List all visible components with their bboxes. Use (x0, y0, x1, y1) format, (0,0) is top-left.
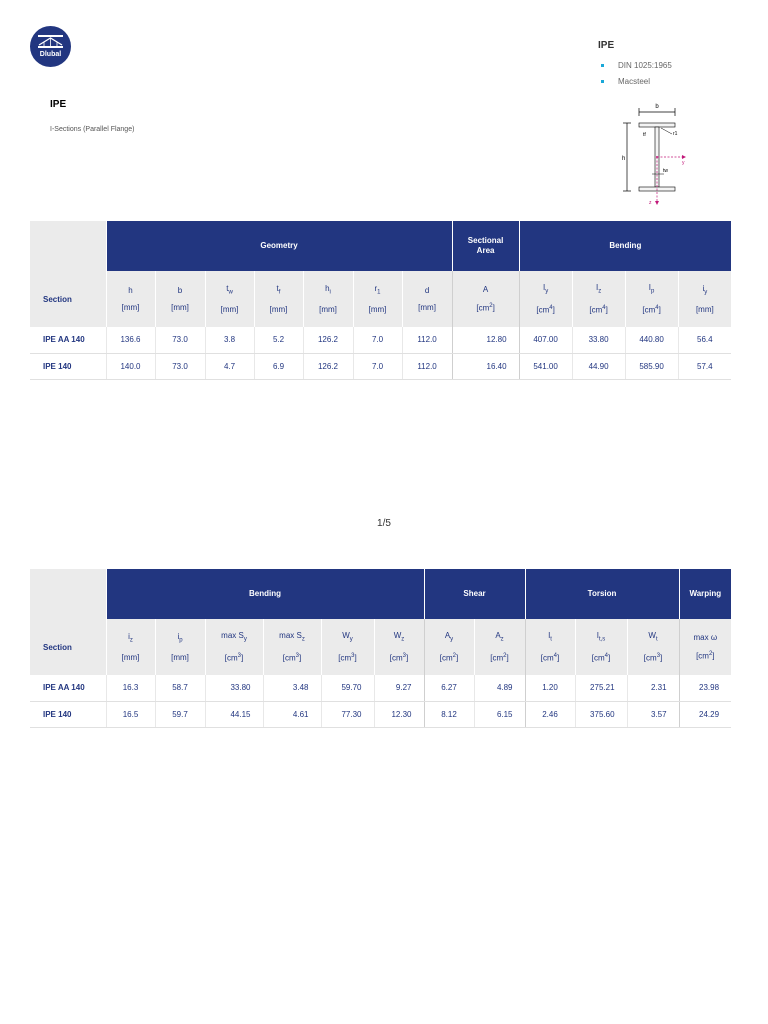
column-symbol-text: h (128, 286, 133, 295)
column-unit: $[cm^4]$ (642, 305, 661, 316)
table-cell: 3.48 (263, 675, 321, 701)
column-symbol-subscript: p (179, 637, 183, 644)
column-unit (107, 299, 155, 316)
table-cell: 5.2 (254, 327, 303, 353)
column-symbol (576, 627, 627, 649)
table-cell: 112.0 (402, 327, 452, 353)
column-unit-text: [mm] (368, 305, 387, 315)
table-cell: 4.89 (474, 675, 525, 701)
column-symbol-text: i (177, 631, 180, 641)
table-cell: 6.9 (254, 353, 303, 379)
table-cell: 73.0 (155, 327, 205, 353)
column-symbol-text: max S (221, 630, 244, 640)
column-header (353, 271, 402, 327)
section-name: IPE AA 140 (30, 675, 106, 701)
column-symbol-subscript: y (704, 289, 708, 296)
column-unit: $[cm^4]$ (536, 305, 555, 316)
column-symbol-subscript: t (655, 636, 658, 643)
column-symbol-subscript: z (500, 636, 504, 643)
column-unit-superscript: 3 (351, 653, 355, 660)
column-unit: $[cm^4]$ (540, 653, 560, 664)
column-header (303, 271, 353, 327)
column-symbol (403, 282, 452, 299)
label-z: z (649, 200, 652, 206)
table-cell: 16.40 (452, 353, 519, 379)
column-symbol-text: h (325, 283, 330, 293)
table-cell: 44.90 (572, 353, 625, 379)
table-row (30, 701, 731, 727)
column-symbol (206, 627, 263, 649)
column-unit (107, 649, 155, 666)
table-cell: 126.2 (303, 327, 353, 353)
column-symbol-text: I (548, 630, 551, 640)
column-unit-text: [cm (589, 306, 603, 316)
column-unit: $[cm^4]$ (591, 653, 611, 664)
label-tf: tf (643, 132, 646, 138)
column-symbol-subscript: y (545, 288, 549, 295)
table-cell: 1.20 (525, 675, 575, 701)
column-symbol-text: A (495, 630, 501, 640)
table-cell: 57.4 (678, 353, 731, 379)
column-symbol (322, 627, 374, 649)
column-unit: $[cm^3]$ (224, 653, 244, 664)
column-symbol-text: b (177, 286, 183, 295)
column-header (678, 271, 731, 327)
column-unit-superscript: 3 (295, 653, 299, 660)
column-header (572, 271, 625, 327)
column-symbol (453, 281, 519, 298)
table-row (30, 353, 731, 379)
standard-item (601, 61, 672, 77)
column-symbol-text: t (276, 283, 279, 293)
column-symbol-text: I (648, 282, 652, 292)
standards-list (601, 61, 672, 93)
column-symbol (255, 280, 303, 302)
column-unit-text: [cm (643, 654, 657, 664)
properties-table-2 (30, 569, 731, 728)
label-y: y (682, 160, 685, 166)
column-header (424, 619, 474, 675)
table-cell: 112.0 (402, 353, 452, 379)
column-unit-superscript: 3 (656, 653, 661, 660)
table-row (30, 327, 731, 353)
column-unit-text: [mm] (171, 653, 189, 663)
group-sectional-area: Sectional Area (452, 221, 519, 271)
group-warping: Warping (679, 569, 731, 619)
column-header (205, 271, 254, 327)
column-unit-superscript: 4 (655, 305, 659, 312)
column-unit-superscript: 4 (549, 305, 553, 312)
table-cell: 407.00 (519, 327, 572, 353)
label-h: h (622, 156, 626, 162)
column-header (321, 619, 374, 675)
column-symbol-subscript: z (598, 288, 602, 295)
column-unit: $[cm^2]$ (696, 651, 715, 661)
column-unit-text: [cm (439, 654, 453, 664)
column-header (452, 271, 519, 327)
column-unit: $[cm^3]$ (282, 653, 302, 664)
column-symbol-text: W (393, 630, 402, 640)
group-shear: Shear (424, 569, 525, 619)
column-unit-text: [mm] (121, 303, 140, 312)
column-symbol (354, 280, 402, 302)
column-symbol-subscript: p (651, 288, 655, 295)
table-cell: 440.80 (625, 327, 678, 353)
table-cell: 44.15 (205, 701, 263, 727)
column-unit-text: [cm (540, 654, 554, 664)
table-cell: 375.60 (575, 701, 627, 727)
column-symbol-subscript: z (129, 637, 133, 644)
column-unit-text: [cm (696, 651, 709, 661)
column-symbol-subscript: y (349, 636, 353, 643)
column-header (155, 271, 205, 327)
table-cell: 7.0 (353, 353, 402, 379)
column-unit-text: [cm (490, 654, 504, 664)
table-cell: 6.27 (424, 675, 474, 701)
table-cell: 275.21 (575, 675, 627, 701)
table-cell: 16.5 (106, 701, 155, 727)
column-symbol-text: i (702, 283, 705, 293)
column-symbol-text: max ω (693, 633, 718, 643)
header-corner (30, 221, 106, 271)
column-header (205, 619, 263, 675)
table-cell: 3.57 (627, 701, 679, 727)
column-symbol-text: i (128, 631, 130, 641)
table-cell: 541.00 (519, 353, 572, 379)
label-b: b (655, 104, 659, 110)
table-cell: 59.7 (155, 701, 205, 727)
table-cell: 7.0 (353, 327, 402, 353)
table-cell: 4.61 (263, 701, 321, 727)
logo-text: Dlubal (39, 51, 62, 58)
group-torsion: Torsion (525, 569, 679, 619)
column-symbol (264, 627, 321, 649)
column-symbol-text: W (648, 630, 656, 640)
group-geometry: Geometry (106, 221, 452, 271)
column-symbol-subscript: t,s (598, 636, 606, 643)
column-symbol-text: d (424, 286, 430, 295)
column-unit-text: [cm (389, 654, 403, 664)
column-header (402, 271, 452, 327)
table-row (30, 675, 731, 701)
column-symbol-subscript: z (301, 636, 305, 643)
i-section-figure (612, 100, 692, 210)
table-cell: 140.0 (106, 353, 155, 379)
column-header (263, 619, 321, 675)
column-symbol (628, 627, 679, 649)
column-unit-text: [mm] (220, 305, 239, 315)
column-symbol-text: r (374, 283, 378, 293)
column-symbol-text: I (595, 282, 599, 292)
column-unit: $[cm^3]$ (338, 653, 357, 664)
column-symbol (107, 282, 155, 299)
table-cell: 12.80 (452, 327, 519, 353)
column-unit-superscript: 4 (604, 653, 609, 660)
standard-label: DIN 1025:1965 (618, 61, 672, 70)
column-unit-text: [mm] (121, 653, 140, 663)
table-cell: 12.30 (374, 701, 424, 727)
column-unit-superscript: 2 (503, 653, 507, 660)
table-cell: 8.12 (424, 701, 474, 727)
standard-label: Macsteel (618, 77, 651, 86)
column-unit (679, 301, 732, 318)
header-corner (30, 569, 106, 619)
table-cell: 33.80 (572, 327, 625, 353)
column-symbol (626, 279, 678, 301)
table-cell: 33.80 (205, 675, 263, 701)
table-cell: 4.7 (205, 353, 254, 379)
column-symbol-text: I (596, 630, 599, 640)
table-cell: 6.15 (474, 701, 525, 727)
column-header (627, 619, 679, 675)
column-unit-superscript: 4 (602, 305, 606, 312)
column-header (575, 619, 627, 675)
column-symbol-text: A (482, 285, 489, 295)
column-unit-text: [cm (224, 654, 238, 664)
column-unit-text: [cm (642, 306, 656, 316)
column-symbol (206, 280, 254, 302)
table-cell: 585.90 (625, 353, 678, 379)
table-cell: 73.0 (155, 353, 205, 379)
column-unit-superscript: 4 (553, 653, 558, 660)
table-cell: 9.27 (374, 675, 424, 701)
column-symbol (156, 282, 205, 299)
table-cell: 3.8 (205, 327, 254, 353)
column-symbol-subscript: f (278, 289, 281, 296)
column-unit-text: [mm] (171, 303, 189, 312)
column-unit (403, 299, 452, 316)
column-header (374, 619, 424, 675)
table-cell: 56.4 (678, 327, 731, 353)
column-unit-text: [mm] (269, 305, 288, 315)
column-symbol-subscript: i (329, 289, 331, 296)
column-symbol-subscript: y (450, 636, 454, 643)
column-header-row (30, 271, 731, 327)
column-header (254, 271, 303, 327)
column-symbol-subscript: 1 (377, 289, 381, 296)
label-tw: tw (663, 168, 668, 174)
column-unit-superscript: 3 (237, 653, 241, 660)
column-symbol (475, 627, 525, 649)
column-unit: $[cm^3]$ (643, 653, 663, 664)
column-header (679, 619, 731, 675)
column-unit-superscript: 2 (708, 651, 713, 658)
column-symbol (425, 627, 474, 649)
section-column-header: Section (30, 271, 106, 327)
section-column-header: Section (30, 619, 106, 675)
properties-table-1 (30, 221, 731, 380)
column-symbol (375, 627, 424, 649)
bullet-icon (601, 80, 604, 83)
column-header (525, 619, 575, 675)
column-symbol-text: W (342, 630, 350, 640)
section-name: IPE 140 (30, 353, 106, 379)
column-unit: $[cm^3]$ (389, 653, 409, 664)
section-name: IPE AA 140 (30, 327, 106, 353)
section-name: IPE 140 (30, 701, 106, 727)
column-symbol-subscript: w (228, 289, 233, 296)
table-cell: 2.46 (525, 701, 575, 727)
column-symbol-text: I (542, 282, 546, 292)
column-symbol (107, 628, 155, 650)
document-title: IPE (50, 99, 67, 110)
group-bending: Bending (519, 221, 731, 271)
column-header (106, 271, 155, 327)
column-symbol-text: max S (279, 630, 302, 640)
column-header (519, 271, 572, 327)
column-unit-superscript: 2 (489, 303, 493, 310)
column-unit: $[cm^2]$ (439, 653, 459, 664)
column-symbol (573, 279, 625, 301)
page-number: 1/5 (377, 518, 391, 529)
column-unit: $[cm^2]$ (476, 303, 495, 313)
column-unit (255, 301, 303, 318)
column-unit-text: [cm (536, 306, 550, 316)
standard-item (601, 77, 672, 93)
column-header (625, 271, 678, 327)
table-cell: 126.2 (303, 353, 353, 379)
column-symbol-text: A (444, 630, 451, 640)
column-symbol (304, 280, 353, 302)
table-cell: 23.98 (679, 675, 731, 701)
column-unit (304, 301, 353, 318)
bullet-icon (601, 64, 604, 67)
column-symbol (520, 279, 572, 301)
table-cell: 2.31 (627, 675, 679, 701)
column-unit (156, 649, 205, 666)
column-unit-text: [mm] (695, 305, 714, 315)
column-symbol (680, 629, 732, 646)
group-bending: Bending (106, 569, 424, 619)
column-symbol (679, 280, 732, 302)
table-cell: 58.7 (155, 675, 205, 701)
column-symbol-subscript: y (243, 636, 247, 643)
column-unit-text: [cm (476, 303, 490, 313)
table-cell: 77.30 (321, 701, 374, 727)
column-unit: $[cm^2]$ (490, 653, 509, 664)
column-unit-text: [mm] (418, 303, 436, 312)
label-r1: r1 (673, 131, 678, 137)
column-header (106, 619, 155, 675)
table-cell: 59.70 (321, 675, 374, 701)
column-symbol (156, 628, 205, 650)
document-subtitle: I-Sections (Parallel Flange) (50, 126, 135, 133)
column-header (155, 619, 205, 675)
column-unit-text: [mm] (319, 305, 337, 315)
column-symbol (526, 627, 575, 649)
table-cell: 16.3 (106, 675, 155, 701)
column-unit-superscript: 2 (452, 653, 456, 660)
column-header-row (30, 619, 731, 675)
column-unit (206, 301, 254, 318)
column-unit-text: [cm (591, 654, 605, 664)
column-header (474, 619, 525, 675)
column-symbol-subscript: t (550, 636, 552, 643)
column-unit: $[cm^4]$ (589, 305, 608, 316)
column-symbol-subscript: z (401, 636, 405, 643)
column-unit-text: [cm (282, 654, 296, 664)
bridge-icon (30, 26, 71, 67)
column-unit-text: [cm (338, 654, 352, 664)
table-cell: 136.6 (106, 327, 155, 353)
section-type-title: IPE (598, 40, 615, 51)
table-cell: 24.29 (679, 701, 731, 727)
column-unit-superscript: 3 (402, 653, 406, 660)
column-symbol-text: t (226, 283, 229, 293)
column-unit (354, 301, 402, 318)
column-unit (156, 299, 205, 316)
dlubal-logo (30, 26, 71, 67)
